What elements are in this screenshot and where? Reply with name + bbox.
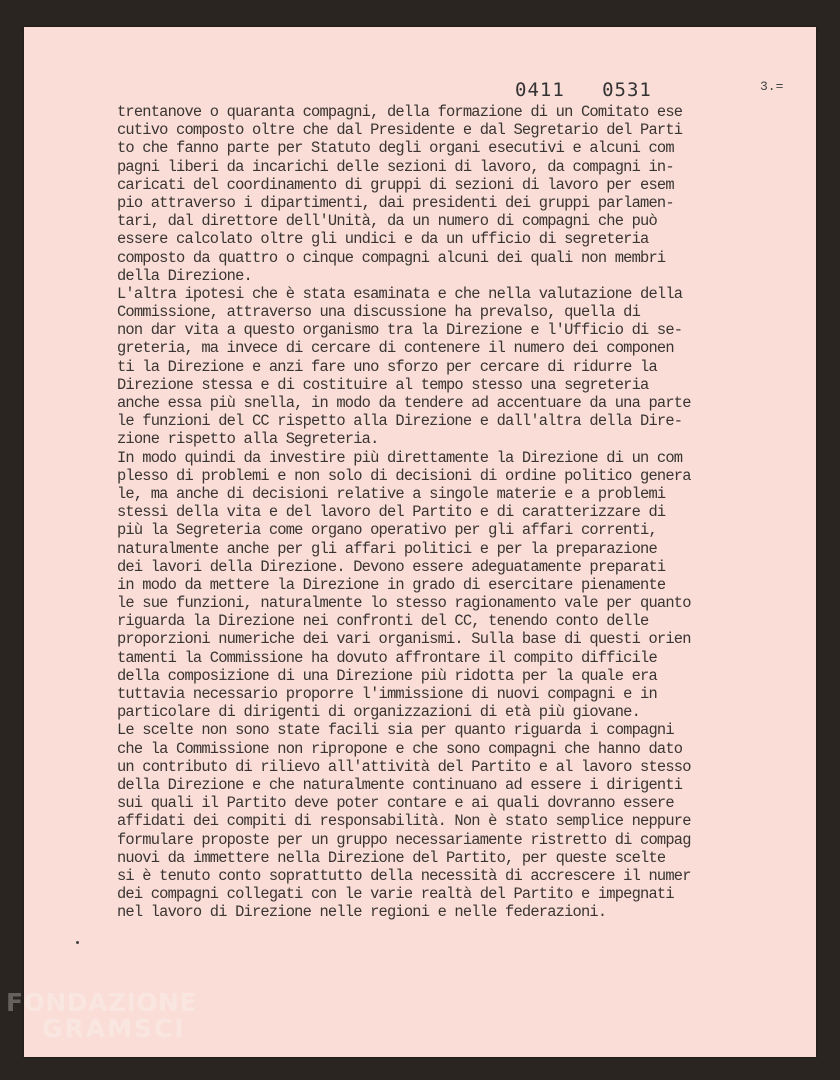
text-line: che la Commissione non ripropone e che sono compagni che hanno dato [117, 739, 683, 758]
text-line: greteria, ma invece di cercare di contenere il numero dei componen [117, 339, 674, 358]
text-line: cutivo composto oltre che dal Presidente e dal Segretario del Parti [117, 121, 683, 140]
text-line: le, ma anche di decisioni relative a singole materie e a problemi [117, 484, 666, 503]
text-line: Direzione stessa e di costituire al tempo stesso una segreteria [117, 375, 649, 394]
text-line: sui quali il Partito deve poter contare e ai quali dovranno essere [117, 794, 674, 813]
page-number: 3.= [760, 79, 784, 94]
text-line: un contributo di rilievo all'attività del Partito e al lavoro stesso [117, 757, 691, 776]
archive-watermark [6, 990, 197, 1042]
ink-mark [76, 941, 79, 944]
text-line: della Direzione. [117, 266, 252, 285]
text-line: trentanove o quaranta compagni, della formazione di un Comitato ese [117, 103, 683, 121]
text-line: In modo quindi da investire più direttamente la Direzione di un com [117, 448, 683, 467]
text-line: Le scelte non sono state facili sia per quanto riguarda i compagni [117, 721, 674, 740]
text-line: Commissione, attraverso una discussione ha prevalso, quella di [117, 303, 641, 322]
text-line: essere calcolato oltre gli undici e da un ufficio di segreteria [117, 230, 649, 249]
text-line: si è tenuto conto soprattutto della necessità di accrescere il numer [117, 866, 691, 885]
text-line: to che fanno parte per Statuto degli organi esecutivi e alcuni com [117, 139, 674, 158]
text-line: dei compagni collegati con le varie realtà del Partito e impegnati [117, 885, 674, 904]
text-line: riguarda la Direzione nei confronti del CC, tenendo conto delle [117, 612, 649, 631]
text-line: stessi della vita e del lavoro del Partito e di caratterizzare di [117, 503, 666, 522]
text-line: nuovi da immettere nella Direzione del Partito, per queste scelte [117, 848, 666, 867]
text-line: tamenti la Commissione ha dovuto affrontare il compito difficile [117, 648, 657, 667]
text-line: L'altra ipotesi che è stata esaminata e che nella valutazione della [117, 284, 683, 303]
text-line: ti la Direzione e anzi fare uno sforzo per cercare di ridurre la [117, 357, 657, 376]
text-line: pagni liberi da incarichi delle sezioni di lavoro, da compagni in- [117, 157, 674, 176]
document-body [117, 103, 777, 921]
text-line: formulare proposte per un gruppo necessariamente ristretto di compag [117, 830, 691, 849]
text-line: in modo da mettere la Direzione in grado di esercitare pienamente [117, 575, 666, 594]
text-line: proporzioni numeriche dei vari organismi. Sulla base di questi orien [117, 630, 691, 649]
text-line: non dar vita a questo organismo tra la Direzione e l'Ufficio di se- [117, 321, 683, 340]
text-line: tuttavia necessario proporre l'immissione di nuovi compagni e in [117, 685, 657, 703]
text-line: della Direzione e che naturalmente continuano ad essere i dirigenti [117, 775, 683, 794]
text-line: pio attraverso i dipartimenti, dai presidenti dei gruppi parlamen- [117, 193, 674, 212]
watermark-line-2: GRAMSCI [42, 1014, 186, 1043]
text-line: tari, dal direttore dell'Unità, da un numero di compagni che può [117, 212, 657, 231]
text-line: dei lavori della Direzione. Devono essere adeguatamente preparati [117, 557, 666, 576]
text-line: naturalmente anche per gli affari politici e per la preparazione [117, 539, 657, 558]
text-line: affidati dei compiti di responsabilità. Non è stato semplice neppure [117, 812, 691, 831]
text-line: anche essa più snella, in modo da tendere ad accentuare da una parte [117, 394, 691, 412]
text-line: nel lavoro di Direzione nelle regioni e nelle federazioni. [117, 903, 607, 922]
text-line: della composizione di una Direzione più ridotta per la quale era [117, 666, 657, 685]
text-line: caricati del coordinamento di gruppi di sezioni di lavoro per esem [117, 175, 674, 194]
text-line: composto da quattro o cinque compagni alcuni dei quali non membri [117, 248, 666, 267]
text-line: le sue funzioni, naturalmente lo stesso ragionamento vale per quanto [117, 594, 691, 613]
text-line: le funzioni del CC rispetto alla Direzione e dall'altra della Dire- [117, 412, 683, 431]
text-line: zione rispetto alla Segreteria. [117, 430, 379, 449]
text-line: particolare di dirigenti di organizzazioni di età più giovane. [117, 703, 641, 722]
document-number: 0411 0531 [515, 79, 652, 101]
watermark-line-1: FONDAZIONE [6, 988, 198, 1017]
text-line: più la Segreteria come organo operativo per gli affari correnti, [117, 521, 657, 540]
text-line: plesso di problemi e non solo di decisioni di ordine politico genera [117, 466, 691, 485]
